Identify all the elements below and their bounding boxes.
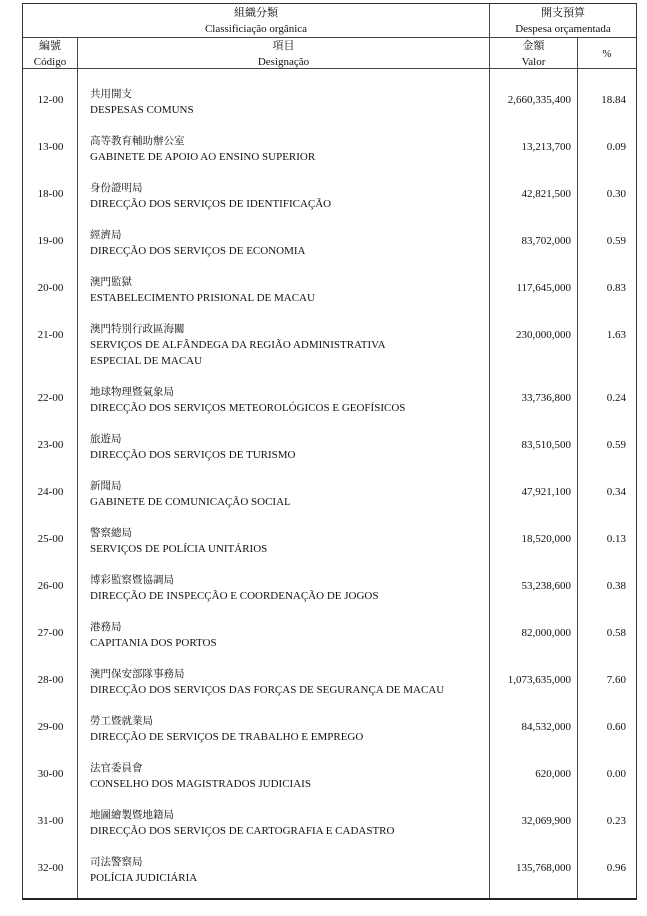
designation-pt: DESPESAS COMUNS bbox=[90, 104, 194, 116]
row-code: 12-00 bbox=[37, 94, 64, 106]
header-budget bbox=[490, 5, 636, 37]
designation-zh: 勞工暨就業局 bbox=[90, 715, 153, 727]
row-designation bbox=[90, 86, 487, 118]
row-percent: 18.84 bbox=[601, 94, 626, 106]
row-code: 29-00 bbox=[37, 721, 64, 733]
row-value: 18,520,000 bbox=[521, 533, 571, 545]
header-value-pt: Valor bbox=[521, 56, 546, 68]
row-percent: 0.13 bbox=[606, 533, 626, 545]
designation-zh: 新聞局 bbox=[90, 480, 122, 492]
row-percent: 0.59 bbox=[606, 235, 626, 247]
row-designation bbox=[90, 133, 487, 165]
designation-pt: DIRECÇÃO DOS SERVIÇOS DAS FORÇAS DE SEGURANÇA DE MACAU bbox=[90, 684, 445, 696]
row-code: 23-00 bbox=[37, 439, 64, 451]
designation-pt: DIRECÇÃO DOS SERVIÇOS DE TURISMO bbox=[90, 449, 296, 461]
row-designation bbox=[90, 274, 487, 306]
header-code-zh: 編號 bbox=[39, 40, 61, 52]
row-value: 47,921,100 bbox=[521, 486, 571, 498]
row-designation bbox=[90, 180, 487, 212]
row-value: 1,073,635,000 bbox=[507, 674, 571, 686]
row-percent: 0.23 bbox=[606, 815, 626, 827]
designation-zh: 澳門保安部隊事務局 bbox=[90, 668, 185, 680]
header-item-zh: 項目 bbox=[272, 40, 295, 52]
header-org-pt: Classificiação orgânica bbox=[204, 23, 308, 35]
row-code: 32-00 bbox=[37, 862, 64, 874]
designation-zh: 旅遊局 bbox=[90, 433, 122, 445]
row-code: 28-00 bbox=[37, 674, 64, 686]
row-percent: 0.24 bbox=[606, 392, 626, 404]
header-code-pt: Código bbox=[33, 56, 67, 68]
row-percent: 0.59 bbox=[606, 439, 626, 451]
designation-zh: 澳門監獄 bbox=[90, 276, 132, 288]
row-code: 24-00 bbox=[37, 486, 64, 498]
row-percent: 0.09 bbox=[606, 141, 626, 153]
row-code: 21-00 bbox=[37, 329, 64, 341]
row-code: 19-00 bbox=[37, 235, 64, 247]
row-value: 230,000,000 bbox=[516, 329, 571, 341]
row-code: 18-00 bbox=[37, 188, 64, 200]
header-item bbox=[78, 38, 489, 70]
designation-zh: 地圖繪製暨地籍局 bbox=[90, 809, 174, 821]
designation-pt: SERVIÇOS DE ALFÂNDEGA DA REGIÃO ADMINISTRATIVA bbox=[90, 339, 386, 351]
row-code: 30-00 bbox=[37, 768, 64, 780]
designation-pt: DIRECÇÃO DOS SERVIÇOS DE ECONOMIA bbox=[90, 245, 306, 257]
row-value: 83,510,500 bbox=[521, 439, 571, 451]
row-percent: 7.60 bbox=[606, 674, 626, 686]
row-value: 83,702,000 bbox=[521, 235, 571, 247]
designation-pt: DIRECÇÃO DOS SERVIÇOS METEOROLÓGICOS E GEOFÍSICOS bbox=[90, 402, 406, 414]
designation-pt: DIRECÇÃO DOS SERVIÇOS DE CARTOGRAFIA E CADASTRO bbox=[90, 825, 395, 837]
designation-zh: 共用開支 bbox=[90, 88, 132, 100]
designation-pt: CAPITANIA DOS PORTOS bbox=[90, 637, 217, 649]
designation-pt: DIRECÇÃO DE INSPECÇÃO E COORDENAÇÃO DE JOGOS bbox=[90, 590, 379, 602]
designation-zh: 澳門特別行政區海關 bbox=[90, 323, 185, 335]
row-designation bbox=[90, 321, 487, 369]
row-percent: 0.00 bbox=[606, 768, 626, 780]
row-value: 33,736,800 bbox=[521, 392, 571, 404]
designation-pt: DIRECÇÃO DOS SERVIÇOS DE IDENTIFICAÇÃO bbox=[90, 198, 332, 210]
row-percent: 0.30 bbox=[606, 188, 626, 200]
row-code: 13-00 bbox=[37, 141, 64, 153]
designation-pt: ESPECIAL DE MACAU bbox=[90, 355, 203, 367]
row-code: 25-00 bbox=[37, 533, 64, 545]
row-value: 2,660,335,400 bbox=[507, 94, 571, 106]
header-org-zh: 組織分類 bbox=[234, 7, 278, 19]
divider bbox=[489, 4, 490, 898]
header-code bbox=[23, 38, 77, 70]
header-percent: % bbox=[602, 48, 612, 60]
row-percent: 0.58 bbox=[606, 627, 626, 639]
row-designation bbox=[90, 807, 487, 839]
header-budget-pt: Despesa orçamentada bbox=[515, 23, 611, 35]
row-value: 117,645,000 bbox=[516, 282, 571, 294]
row-designation bbox=[90, 666, 487, 698]
designation-zh: 身份證明局 bbox=[90, 182, 143, 194]
designation-pt: DIRECÇÃO DE SERVIÇOS DE TRABALHO E EMPREGO bbox=[90, 731, 364, 743]
header-value bbox=[490, 38, 577, 70]
row-designation bbox=[90, 619, 487, 651]
row-designation bbox=[90, 525, 487, 557]
row-percent: 0.34 bbox=[606, 486, 626, 498]
designation-pt: SERVIÇOS DE POLÍCIA UNITÁRIOS bbox=[90, 543, 268, 555]
row-code: 20-00 bbox=[37, 282, 64, 294]
designation-pt: CONSELHO DOS MAGISTRADOS JUDICIAIS bbox=[90, 778, 311, 790]
row-value: 13,213,700 bbox=[521, 141, 571, 153]
row-designation bbox=[90, 384, 487, 416]
designation-zh: 警察總局 bbox=[90, 527, 132, 539]
header-item-pt: Designação bbox=[257, 56, 310, 68]
row-value: 32,069,900 bbox=[521, 815, 571, 827]
row-designation bbox=[90, 854, 487, 886]
row-percent: 0.38 bbox=[606, 580, 626, 592]
designation-zh: 地球物理暨氣象局 bbox=[90, 386, 174, 398]
designation-pt: GABINETE DE APOIO AO ENSINO SUPERIOR bbox=[90, 151, 316, 163]
row-percent: 0.60 bbox=[606, 721, 626, 733]
row-designation bbox=[90, 760, 487, 792]
row-value: 135,768,000 bbox=[516, 862, 571, 874]
row-value: 82,000,000 bbox=[521, 627, 571, 639]
designation-zh: 司法警察局 bbox=[90, 856, 143, 868]
budget-table bbox=[22, 3, 637, 900]
row-code: 26-00 bbox=[37, 580, 64, 592]
row-code: 27-00 bbox=[37, 627, 64, 639]
row-value: 620,000 bbox=[535, 768, 571, 780]
designation-zh: 法官委員會 bbox=[90, 762, 143, 774]
row-percent: 0.96 bbox=[606, 862, 626, 874]
row-designation bbox=[90, 572, 487, 604]
header-org bbox=[23, 5, 489, 37]
designation-zh: 港務局 bbox=[90, 621, 122, 633]
designation-pt: GABINETE DE COMUNICAÇÃO SOCIAL bbox=[90, 496, 291, 508]
row-designation bbox=[90, 478, 487, 510]
header-budget-zh: 開支預算 bbox=[541, 7, 585, 19]
designation-zh: 博彩監察暨協調局 bbox=[90, 574, 174, 586]
row-designation bbox=[90, 431, 487, 463]
row-percent: 0.83 bbox=[606, 282, 626, 294]
row-code: 22-00 bbox=[37, 392, 64, 404]
header-value-zh: 金額 bbox=[522, 40, 545, 52]
designation-pt: ESTABELECIMENTO PRISIONAL DE MACAU bbox=[90, 292, 315, 304]
designation-zh: 高等教育輔助辦公室 bbox=[90, 135, 185, 147]
row-value: 42,821,500 bbox=[521, 188, 571, 200]
row-designation bbox=[90, 227, 487, 259]
row-code: 31-00 bbox=[37, 815, 64, 827]
row-percent: 1.63 bbox=[606, 329, 626, 341]
row-designation bbox=[90, 713, 487, 745]
row-value: 84,532,000 bbox=[521, 721, 571, 733]
row-value: 53,238,600 bbox=[521, 580, 571, 592]
designation-zh: 經濟局 bbox=[90, 229, 122, 241]
designation-pt: POLÍCIA JUDICIÁRIA bbox=[90, 872, 198, 884]
